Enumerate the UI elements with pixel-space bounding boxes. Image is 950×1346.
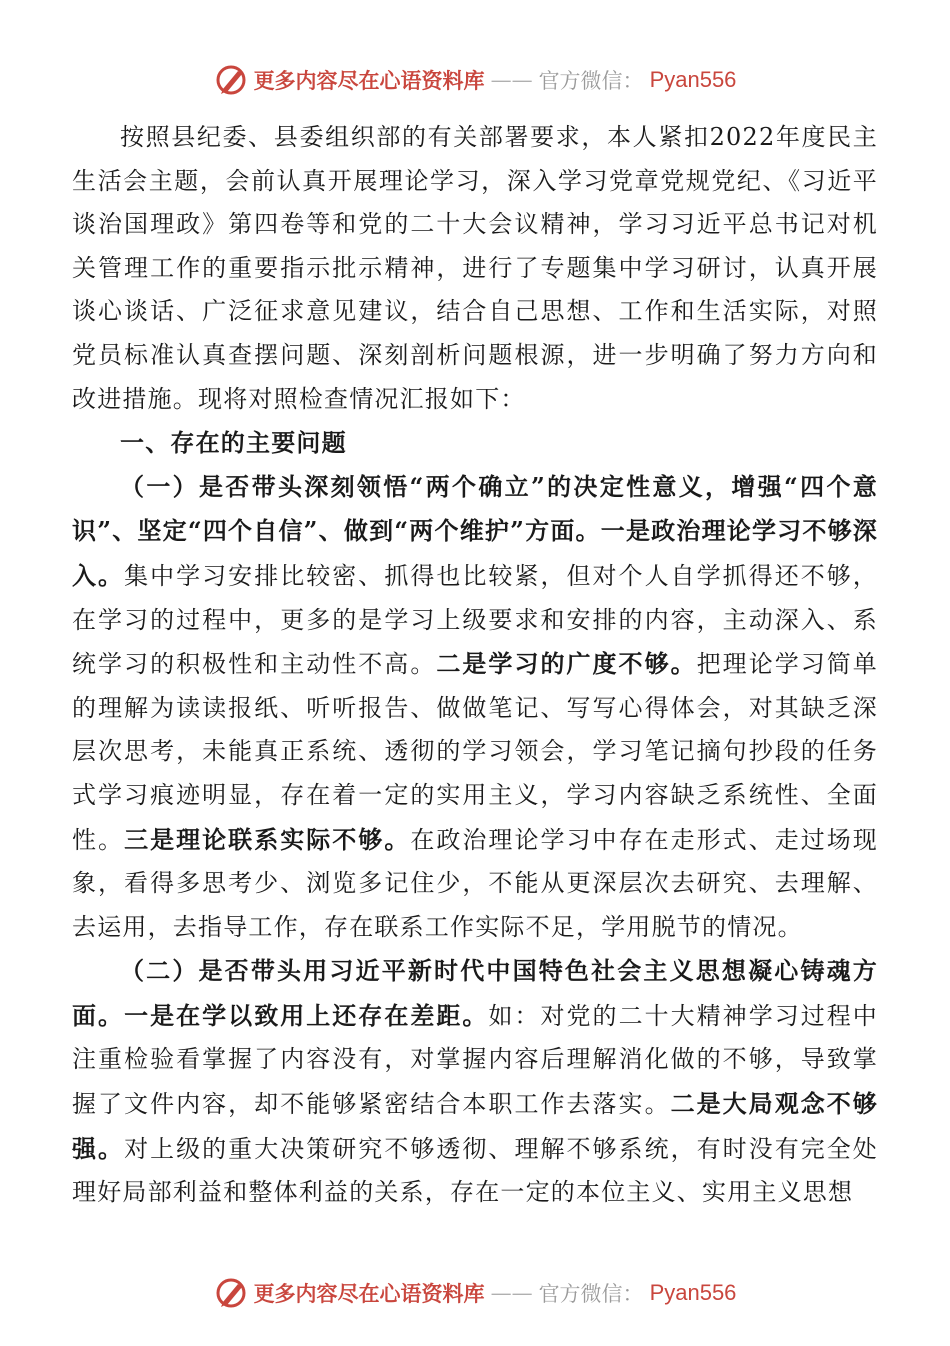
banner-title: 更多内容尽在心语资料库: [253, 1281, 485, 1306]
header-banner: [0, 58, 950, 102]
section-heading: 一、存在的主要问题: [120, 428, 347, 458]
pen-circle-logo-icon: [214, 1276, 248, 1310]
item2-point1-lead: 一是在学以致用上还存在差距。: [124, 1000, 489, 1030]
item2-title: （二）是否带头用习近平新时代中国特色社会主义思想凝心铸魂方面。: [72, 956, 878, 1030]
banner-separator: ——: [490, 1281, 533, 1305]
intro-paragraph: 按照县纪委、县委组织部的有关部署要求，本人紧扣2022年度民主生活会主题，会前认真开展理论学习，深入学习党章党规党纪、《习近平谈治国理政》第四卷等和党的二十大会议精神，学习习近平总书记对机关管理工作的重要指示批示精神，进行了专题集中学习研讨，认真开展谈心谈话、广泛征求意见建议，结合自己思想、工作和生活实际，对照党员标准认真查摆问题、深刻剖析问题根源，进一步明确了努力方向和改进措施。现将对照检查情况汇报如下：: [72, 123, 878, 413]
footer-banner: [0, 1271, 950, 1315]
banner-title: 更多内容尽在心语资料库: [253, 68, 485, 93]
banner-wechat-id: Pyan556: [649, 1280, 737, 1305]
item1-point3-body: 在政治理论学习中存在走形式、走过场现象，看得多思考少、浏览多记住少，不能从更深层次去研究、去理解、去运用，去指导工作，存在联系工作实际不足，学用脱节的情况。: [72, 825, 879, 941]
banner-wechat-id: Pyan556: [649, 67, 737, 92]
document-body: [72, 116, 878, 1215]
banner-wechat-label: 官方微信：: [538, 69, 644, 93]
item1-point2-lead: 二是学习的广度不够。: [436, 649, 697, 679]
item1-point1-body: 集中学习安排比较密、抓得也比较紧，但对个人自学抓得还不够，在学习的过程中，更多的是学习上级要求和安排的内容，主动深入、系统学习的积极性和主动性不高。: [72, 561, 878, 679]
item2-point2-body: 对上级的重大决策研究不够透彻、理解不够系统，有时没有完全处理好局部利益和整体利益的关系，存在一定的本位主义、实用主义思想: [72, 1134, 878, 1207]
item1-title: （一）是否带头深刻领悟“两个确立”的决定性意义，增强“四个意识”、坚定“四个自信”、做到“两个维护”方面。: [72, 471, 878, 546]
item1-point1-lead: 一是政治理论学习不够深入。: [72, 516, 879, 590]
item2-point2-lead: 二是大局观念不够强。: [72, 1089, 878, 1163]
item2-paragraph: [72, 949, 878, 1215]
banner-wechat-label: 官方微信：: [538, 1282, 644, 1306]
item1-point2-body: 把理论学习简单的理解为读读报纸、听听报告、做做笔记、写写心得体会，对其缺乏深层次思考，未能真正系统、透彻的学习领会，学习笔记摘句抄段的任务式学习痕迹明显，存在着一定的实用主义，学习内容缺乏系统性、全面性。: [72, 650, 878, 854]
item2-point1-body: 如：对党的二十大精神学习过程中注重检验看掌握了内容没有，对掌握内容后理解消化做的不够，导致掌握了文件内容，却不能够紧密结合本职工作去落实。: [72, 1001, 879, 1119]
pen-circle-logo-icon: [214, 63, 248, 97]
banner-separator: ——: [490, 68, 533, 92]
item1-point3-lead: 三是理论联系实际不够。: [124, 824, 411, 854]
item1-paragraph: [72, 465, 878, 950]
